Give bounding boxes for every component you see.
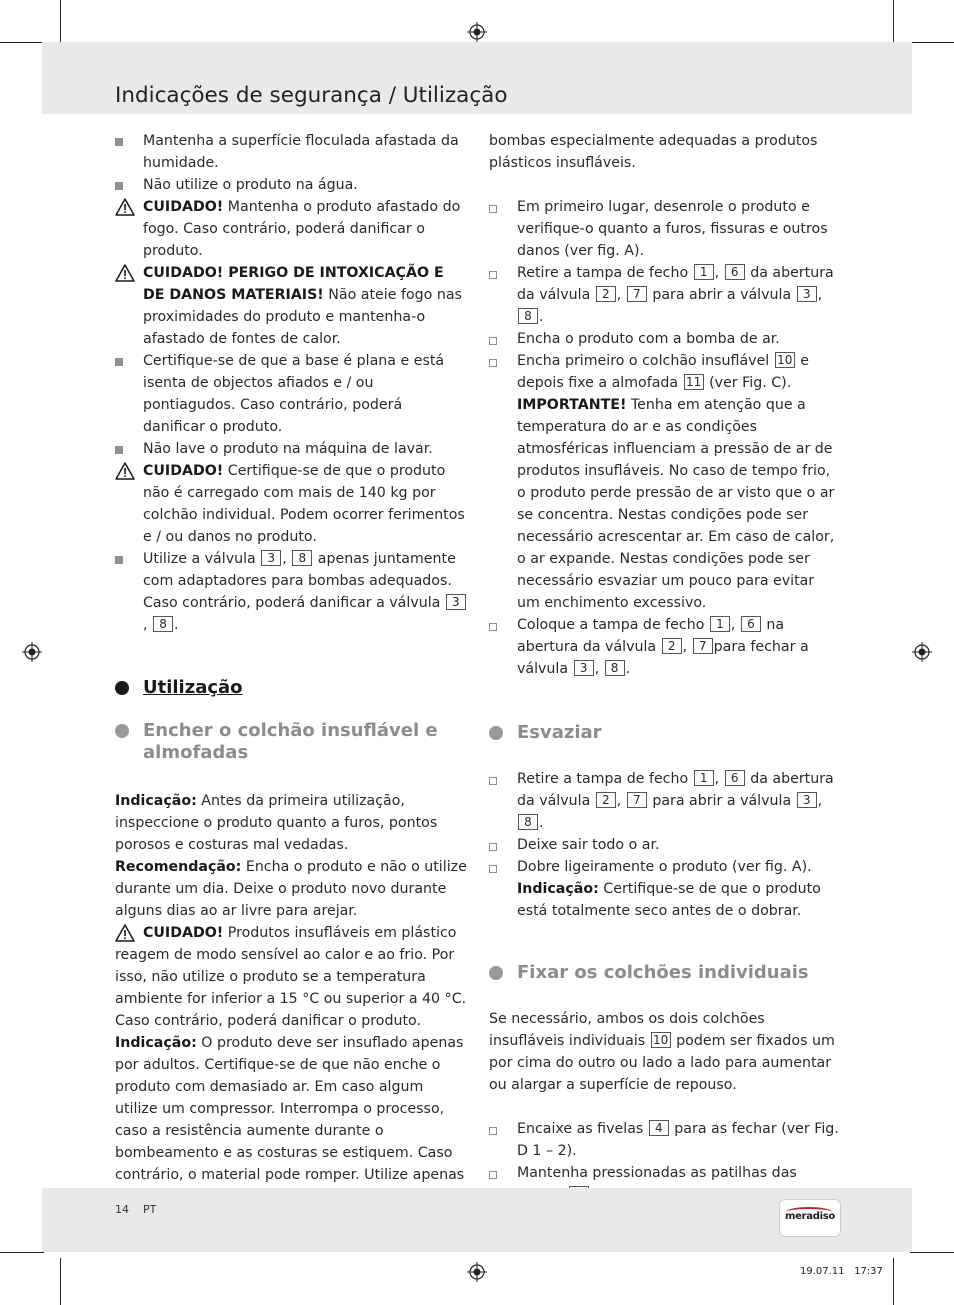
step-item: Retire a tampa de fecho 1 , 6 da abertura da válvula 2 , 7 para abrir a válvula 3 , 8 . — [489, 768, 841, 834]
list-item: Não lave o produto na máquina de lavar. — [115, 438, 467, 460]
crop-mark — [60, 1258, 61, 1305]
subsection-heading: Encher o colchão insuflável e almofadas — [115, 720, 467, 764]
list-item: Certifique-se de que a base é plana e está isenta de objectos afiados e / ou pontiagudos. Caso contrário, poderá danificar o produto. — [115, 350, 467, 438]
step-item: Em primeiro lugar, desenrole o produto e verifique-o quanto a furos, fissuras e outros danos (ver fig. A). — [489, 196, 841, 262]
warning-item: CUIDADO! PERIGO DE INTOXICAÇÃO E DE DANOS MATERIAIS! Não ateie fogo nas proximidades do produto e mantenha-o afastado de fontes de calor. — [115, 262, 467, 350]
part-ref: 6 — [725, 264, 745, 280]
step-item: Dobre ligeiramente o produto (ver fig. A). Indicação: Certifique-se de que o produto está totalmente seco antes de o dobrar. — [489, 856, 841, 922]
checkbox-bullet-icon — [489, 777, 497, 785]
part-ref: 2 — [662, 638, 682, 654]
part-ref: 6 — [725, 770, 745, 786]
crop-mark — [893, 0, 894, 46]
crop-mark — [893, 1258, 894, 1305]
bullet-square-icon — [115, 556, 123, 564]
part-ref: 8 — [292, 550, 312, 566]
warning-item: CUIDADO! Mantenha o produto afastado do fogo. Caso contrário, poderá danificar o produto. — [115, 196, 467, 262]
part-ref: 1 — [694, 264, 714, 280]
paragraph: bombas especialmente adequadas a produtos plásticos insufláveis. — [489, 133, 818, 171]
bullet-dot-icon — [489, 726, 503, 740]
checkbox-bullet-icon — [489, 843, 497, 851]
checkbox-bullet-icon — [489, 205, 497, 213]
paragraph: Indicação: Antes da primeira utilização, inspeccione o produto quanto a furos, pontos porosos e costuras mal vedadas. — [115, 793, 438, 853]
bullet-square-icon — [115, 138, 123, 146]
bullet-dot-icon — [489, 966, 503, 980]
step-item: Encaixe as fivelas 4 para as fechar (ver Fig. D 1 – 2). — [489, 1118, 841, 1162]
part-ref: 7 — [627, 792, 647, 808]
part-ref: 10 — [651, 1032, 671, 1048]
warning-triangle-icon — [115, 264, 135, 282]
part-ref: 3 — [574, 660, 594, 676]
list-item: Mantenha a superfície floculada afastada da humidade. — [115, 130, 467, 174]
crop-mark — [910, 42, 954, 43]
subsection-heading: Fixar os colchões individuais — [489, 962, 841, 984]
warning-triangle-icon — [115, 198, 135, 216]
part-ref: 8 — [518, 814, 538, 830]
part-ref: 11 — [684, 374, 704, 390]
paragraph: Indicação: O produto deve ser insuflado apenas por adultos. Certifique-se de que não enche o produto com demasiado ar. Em caso algum utilize um compressor. Interrompa o processo, caso a resistência aumente durante o bombeamento e as costuras se estiquem. Caso contrário, o material pode romper. Utilize apenas — [115, 1035, 465, 1183]
warning-paragraph: CUIDADO! Produtos insufláveis em plástico reagem de modo sensível ao calor e ao frio. Por isso, não utilize o produto se a temperatura ambiente for inferior a 15 °C ou superior a 40 °C. Caso contrário, poderá danificar o produto. — [115, 925, 467, 1029]
registration-mark-icon — [912, 642, 932, 662]
part-ref: 8 — [518, 308, 538, 324]
part-ref: 7 — [693, 638, 713, 654]
subsection-heading: Esvaziar — [489, 722, 841, 744]
part-ref: 3 — [446, 594, 466, 610]
part-ref: 10 — [775, 352, 795, 368]
part-ref: 8 — [605, 660, 625, 676]
warning-item: CUIDADO! Certifique-se de que o produto não é carregado com mais de 140 kg por colchão individual. Podem ocorrer ferimentos e / ou danos no produto. — [115, 460, 467, 548]
section-heading: Utilização — [115, 676, 467, 700]
part-ref: 1 — [710, 616, 730, 632]
crop-mark — [60, 0, 61, 46]
page-title: Indicações de segurança / Utilização — [115, 83, 508, 108]
part-ref: 2 — [596, 286, 616, 302]
step-item: Mantenha pressionadas as patilhas das — [489, 1162, 841, 1228]
bullet-square-icon — [115, 182, 123, 190]
part-ref: 6 — [741, 616, 761, 632]
left-column — [115, 130, 467, 1208]
bullet-square-icon — [115, 446, 123, 454]
bullet-dot-icon — [115, 681, 129, 695]
print-date-stamp: 19.07.11 17:37 — [800, 1266, 883, 1277]
part-ref: 1 — [694, 770, 714, 786]
checkbox-bullet-icon — [489, 623, 497, 631]
registration-mark-icon — [467, 22, 487, 42]
brand-logo: meradiso — [779, 1199, 841, 1237]
checkbox-bullet-icon — [489, 337, 497, 345]
list-item: Não utilize o produto na água. — [115, 174, 467, 196]
warning-triangle-icon — [115, 462, 135, 480]
step-item: Coloque a tampa de fecho 1 , 6 na abertura da válvula 2 , 7 para fechar a válvula 3 , 8 . — [489, 614, 841, 680]
step-item: Encha primeiro o colchão insuflável 10 e depois fixe a almofada 11 (ver Fig. C). IMPORTANTE! Tenha em atenção que a temperatura do ar e as condições atmosféricas influenciam a pressão de ar de produtos insufláveis. No caso de tempo frio, o produto perde pressão de ar visto que o ar se concentra. Nestas condições pode ser necessário acrescentar ar. Em caso de calor, o ar expande. Nestas condições pode ser necessário esvaziar um pouco para evitar um enchimento excessivo. — [489, 350, 841, 614]
registration-mark-icon — [467, 1262, 487, 1282]
checkbox-bullet-icon — [489, 359, 497, 367]
part-ref: 3 — [797, 792, 817, 808]
bullet-square-icon — [115, 358, 123, 366]
part-ref: 3 — [797, 286, 817, 302]
step-item: Encha o produto com a bomba de ar. — [489, 328, 841, 350]
checkbox-bullet-icon — [489, 271, 497, 279]
checkbox-bullet-icon — [489, 1171, 497, 1179]
checkbox-bullet-icon — [489, 1127, 497, 1135]
crop-mark — [910, 1252, 954, 1253]
paragraph: Recomendação: Encha o produto e não o utilize durante um dia. Deixe o produto novo durante alguns dias ao ar livre para arejar. — [115, 859, 467, 919]
step-item: Retire a tampa de fecho 1 , 6 da abertura da válvula 2 , 7 para abrir a válvula 3 , 8 . — [489, 262, 841, 328]
list-item: Utilize a válvula 3 , 8 apenas juntamente com adaptadores para bombas adequados. Caso contrário, poderá danificar a válvula 3, 8 . — [115, 548, 467, 636]
bullet-dot-icon — [115, 724, 129, 738]
right-column — [489, 130, 841, 1228]
page-number: 14 PT — [115, 1203, 157, 1216]
crop-mark — [0, 42, 44, 43]
part-ref: 3 — [261, 550, 281, 566]
part-ref: 7 — [627, 286, 647, 302]
paragraph: Se necessário, ambos os dois colchões insufláveis individuais 10 podem ser fixados um por cima do outro ou lado a lado para aumentar ou alargar a superfície de repouso. — [489, 1011, 835, 1093]
part-ref: 8 — [153, 616, 173, 632]
part-ref: 2 — [596, 792, 616, 808]
warning-triangle-icon — [115, 924, 135, 942]
step-item: Deixe sair todo o ar. — [489, 834, 841, 856]
checkbox-bullet-icon — [489, 865, 497, 873]
crop-mark — [0, 1252, 44, 1253]
part-ref: 4 — [649, 1120, 669, 1136]
registration-mark-icon — [22, 642, 42, 662]
